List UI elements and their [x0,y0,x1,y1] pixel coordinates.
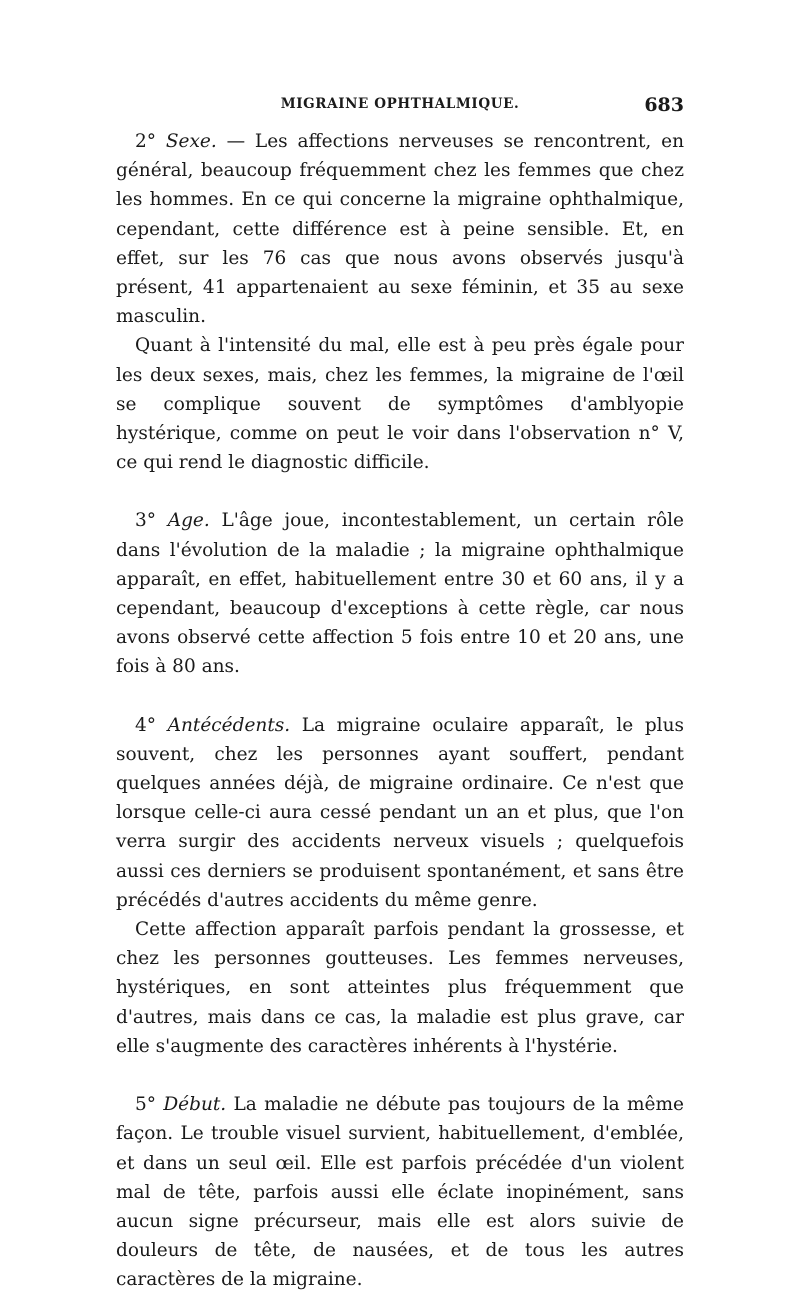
section-sexe-paragraph-1 [116,127,684,331]
page-number: 683 [644,94,684,116]
section-antecedents-text-1: La migraine oculaire apparaît, le plus souvent, chez les personnes ayant souffert, pendant quelques années déjà, de migraine ordinaire. Ce n'est que lorsque celle-ci aura cessé pendant un an et plus, que l'on verra surgir des accidents nerveux visuels ; quelquefois aussi ces derniers se produisent spontanément, et sans être précédés d'autres accidents du même genre. [116,714,684,911]
section-debut-text-1: La maladie ne débute pas toujours de la même façon. Le trouble visuel survient, habituellement, d'emblée, et dans un seul œil. Elle est parfois précédée d'un violent mal de tête, parfois aussi elle éclate inopinément, sans aucun signe précurseur, mais elle est alors suivie de douleurs de tête, de nausées, et de tous les autres caractères de la migraine. [116,1094,684,1291]
section-sexe-paragraph-2: Quant à l'intensité du mal, elle est à peu près égale pour les deux sexes, mais, chez les femmes, la migraine de l'œil se complique souvent de symptômes d'amblyopie hystérique, comme on peut le voir dans l'observation n° V, ce qui rend le diagnostic difficile. [116,335,684,474]
section-antecedents-paragraph-2: Cette affection apparaît parfois pendant la grossesse, et chez les personnes goutteuses. Les femmes nerveuses, hystériques, en sont atteintes plus fréquemment que d'autres, mais dans ce cas, la maladie est plus grave, car elle s'augmente des caractères inhérents à l'hystérie. [116,919,684,1057]
section-sexe-number: 2° [135,131,166,152]
section-age-title: Age. [167,510,210,532]
section-sexe-text-1: — Les affections nerveuses se rencontrent, en général, beaucoup fréquemment chez les femmes que chez les hommes. En ce qui concerne la migraine ophthalmique, cependant, cette différence est à peine sensible. Et, en effet, sur les 76 cas que nous avons observés jusqu'à présent, 41 appartenaient au sexe féminin, et 35 au sexe masculin. [116,131,684,328]
section-spacer [116,1061,684,1090]
section-spacer [116,477,684,506]
section-debut-title: Début. [163,1094,227,1116]
running-title: MIGRAINE OPHTHALMIQUE. [280,96,520,112]
section-spacer [116,682,684,711]
body-text [116,127,684,1295]
section-sexe-title: Sexe. [165,131,217,152]
section-age-paragraph-1 [116,506,684,681]
section-antecedents-paragraph-1 [116,711,684,915]
section-debut-paragraph-1 [116,1090,684,1294]
section-age-text-1: L'âge joue, incontestablement, un certain rôle dans l'évolution de la maladie ; la migraine ophthalmique apparaît, en effet, habituellement entre 30 et 60 ans, il y a cependant, beaucoup d'exceptions à cette règle, car nous avons observé cette affection 5 fois entre 10 et 20 ans, une fois à 80 ans. [116,510,684,678]
page-header [116,94,684,120]
section-antecedents-number: 4° [135,714,168,736]
section-antecedents-title: Antécédents. [167,714,291,736]
section-age-number: 3° [135,510,168,532]
section-debut-number: 5° [135,1094,164,1116]
